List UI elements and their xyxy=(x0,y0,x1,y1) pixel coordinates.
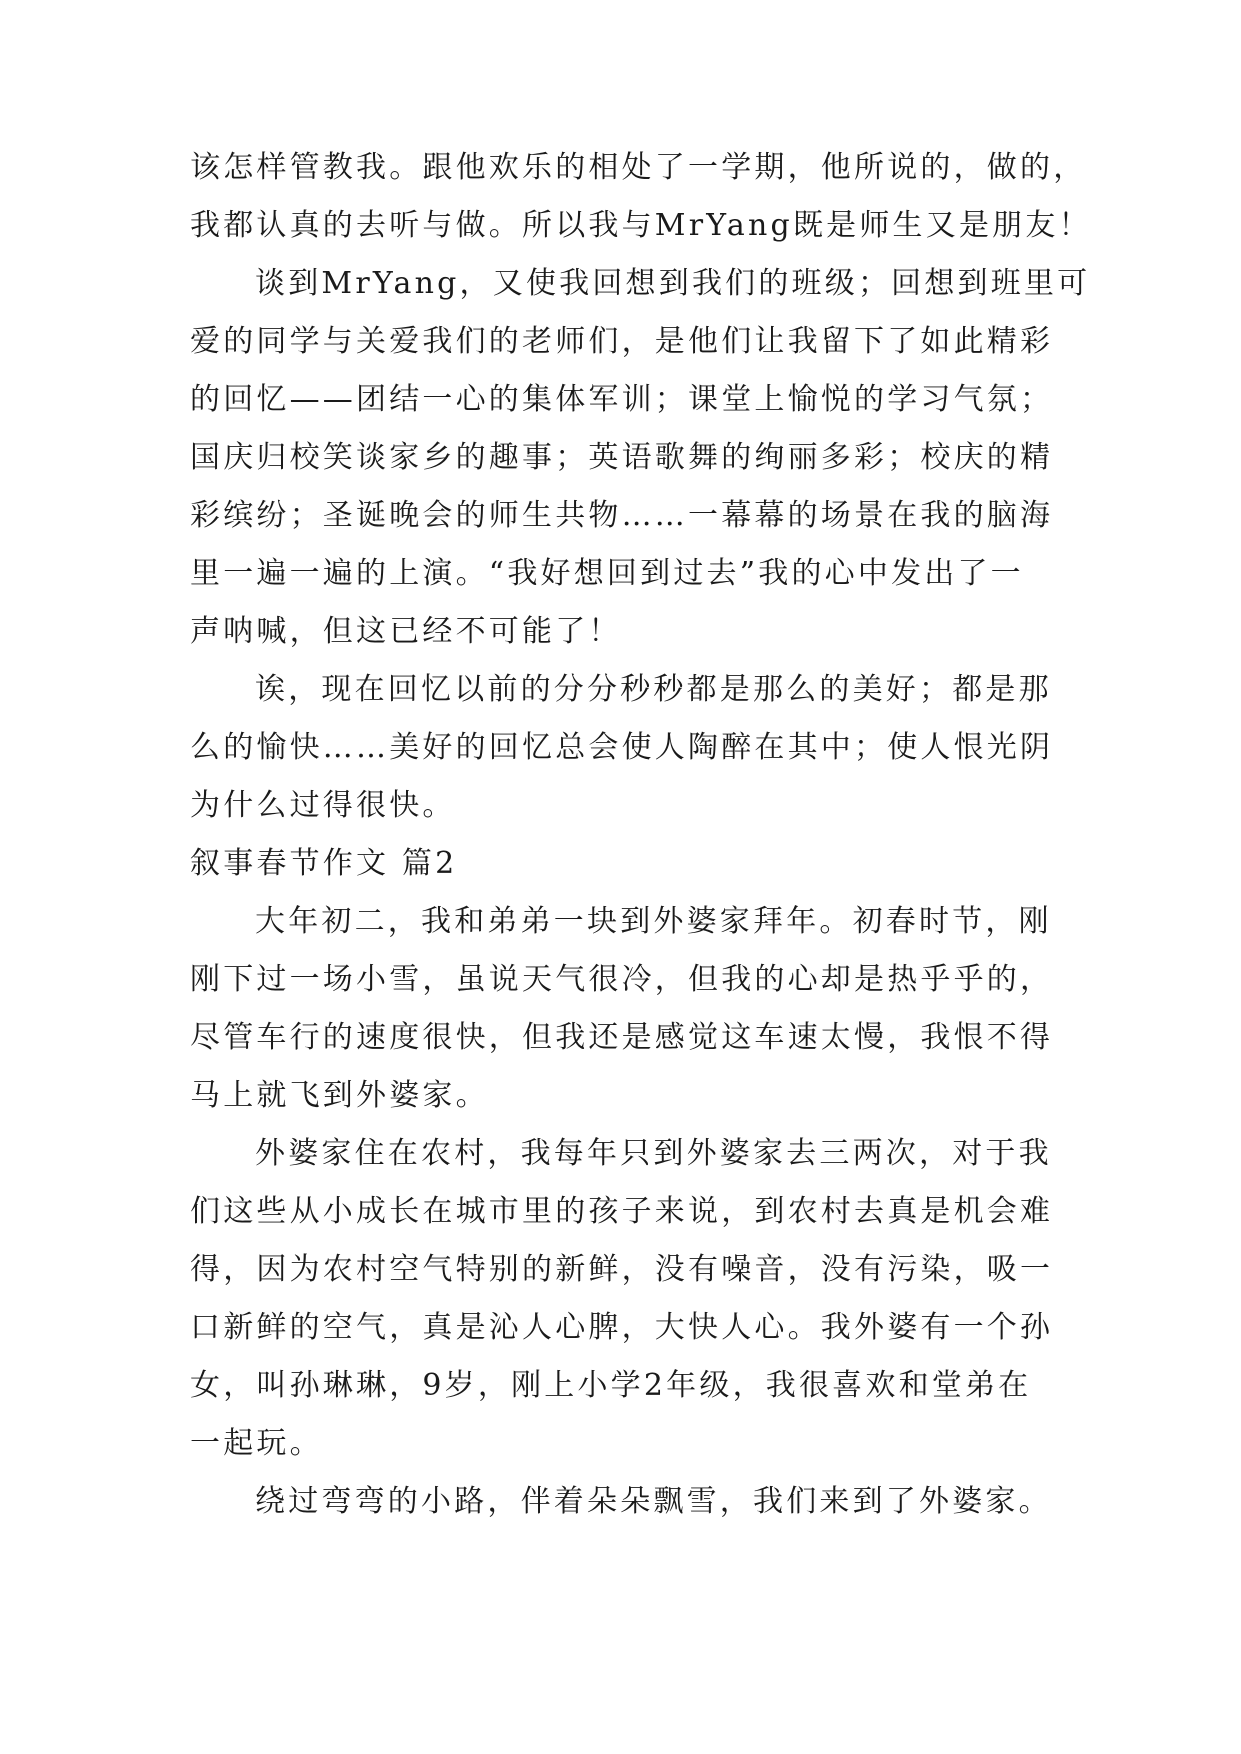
text-line: 的回忆——团结一心的集体军训；课堂上愉悦的学习气氛； xyxy=(190,382,1054,417)
text-line: 马上就飞到外婆家。 xyxy=(190,1078,489,1113)
text-line: 外婆家住在农村，我每年只到外婆家去三两次，对于我 xyxy=(255,1136,1052,1171)
text-line: 刚下过一场小雪，虽说天气很冷，但我的心却是热乎乎的， xyxy=(190,962,1054,997)
text-line: 们这些从小成长在城市里的孩子来说，到农村去真是机会难 xyxy=(190,1194,1054,1229)
text-line: 爱的同学与关爱我们的老师们，是他们让我留下了如此精彩 xyxy=(190,324,1054,359)
text-line: 尽管车行的速度很快，但我还是感觉这车速太慢，我恨不得 xyxy=(190,1020,1054,1055)
text-line: 绕过弯弯的小路，伴着朵朵飘雪，我们来到了外婆家。 xyxy=(255,1484,1052,1519)
text-line: 一起玩。 xyxy=(190,1426,323,1461)
text-line: 该怎样管教我。跟他欢乐的相处了一学期，他所说的，做的， xyxy=(190,150,1087,185)
text-line: 得，因为农村空气特别的新鲜，没有噪音，没有污染，吸一 xyxy=(190,1252,1054,1287)
text-line: 大年初二，我和弟弟一块到外婆家拜年。初春时节，刚 xyxy=(255,904,1052,939)
text-line: 为什么过得很快。 xyxy=(190,788,456,823)
text-line: 里一遍一遍的上演。“我好想回到过去”我的心中发出了一 xyxy=(190,556,1024,591)
text-line: 么的愉快……美好的回忆总会使人陶醉在其中；使人恨光阴 xyxy=(190,730,1054,765)
text-line: 谈到MrYang，又使我回想到我们的班级；回想到班里可 xyxy=(255,266,1091,301)
text-line: 彩缤纷；圣诞晚会的师生共物……一幕幕的场景在我的脑海 xyxy=(190,498,1054,533)
text-line: 女，叫孙琳琳，9岁，刚上小学2年级，我很喜欢和堂弟在 xyxy=(190,1368,1032,1403)
text-line: 诶，现在回忆以前的分分秒秒都是那么的美好；都是那 xyxy=(255,672,1052,707)
text-line: 口新鲜的空气，真是沁人心脾，大快人心。我外婆有一个孙 xyxy=(190,1310,1054,1345)
text-line: 我都认真的去听与做。所以我与MrYang既是师生又是朋友！ xyxy=(190,208,1092,243)
text-line: 国庆归校笑谈家乡的趣事；英语歌舞的绚丽多彩；校庆的精 xyxy=(190,440,1054,475)
text-line: 声呐喊，但这已经不可能了！ xyxy=(190,614,622,649)
section-heading: 叙事春节作文 篇2 xyxy=(190,846,458,881)
